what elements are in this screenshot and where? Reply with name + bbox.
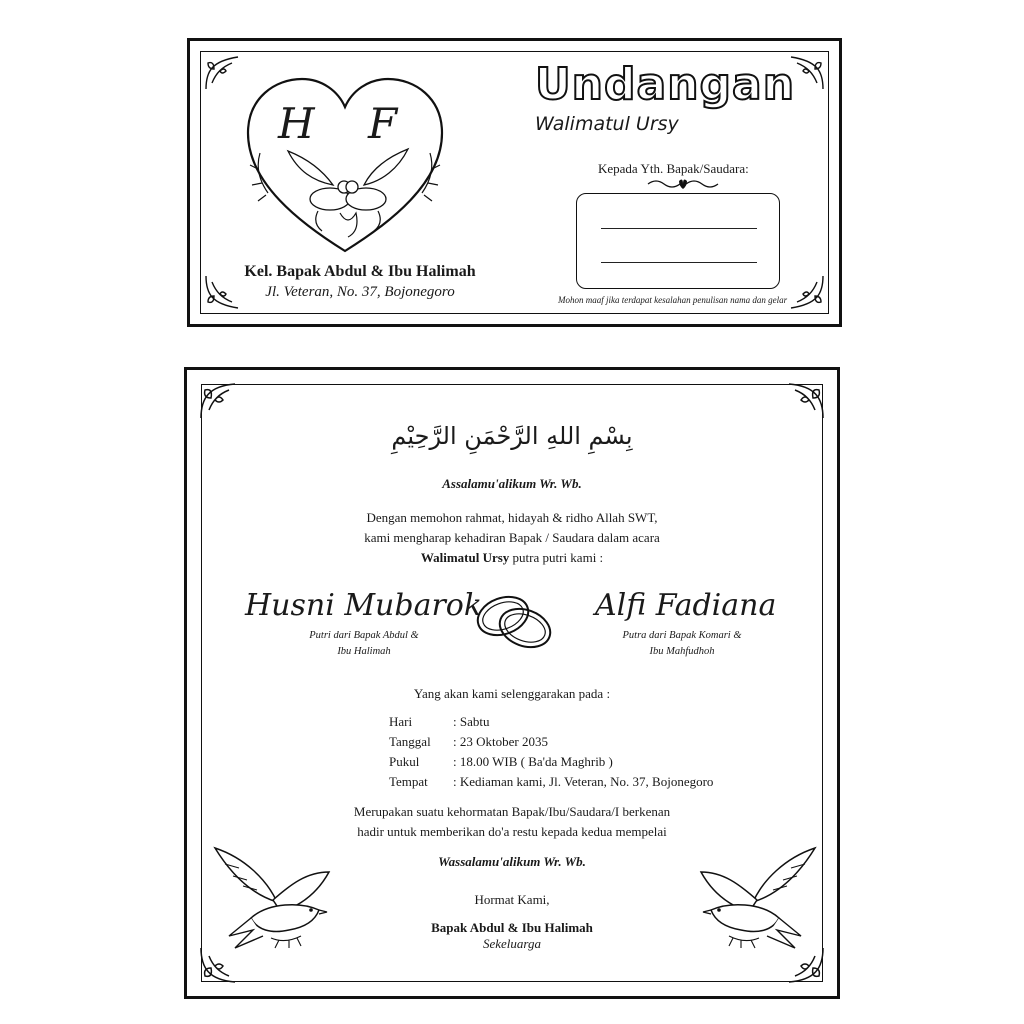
ornament-icon: [646, 177, 720, 191]
closing-line-2: hadir untuk memberikan do'a restu kepada kedua mempelai: [357, 824, 667, 839]
bride-parents-line-2: Ibu Mahfudhoh: [649, 646, 715, 657]
invitation-card: [184, 367, 840, 999]
detail-label: Pukul: [389, 754, 420, 769]
intro-line-2: kami mengharap kehadiran Bapak / Saudara dalam acara: [364, 530, 660, 545]
bride-parents-line-1: Putra dari Bapak Komari &: [622, 630, 742, 641]
corner-flourish-icon: [195, 378, 239, 422]
bismillah: بِسْمِ اللهِ الرَّحْمَنِ الرَّحِيْمِ: [391, 422, 633, 450]
dove-pair-icon: [278, 141, 418, 241]
groom-name: Husni Mubarok: [245, 588, 483, 623]
envelope-note: Mohon maaf jika terdapat kesalahan penulisan nama dan gelar: [558, 295, 788, 305]
recipient-address-box[interactable]: [576, 193, 780, 289]
corner-flourish-icon: [785, 378, 829, 422]
detail-label: Tempat: [389, 774, 428, 789]
greeting: Assalamu'alikum Wr. Wb.: [442, 476, 582, 491]
detail-date: [389, 734, 548, 750]
detail-value: : Sabtu: [453, 714, 490, 729]
envelope-title: Undangan: [534, 59, 796, 110]
detail-place: [389, 774, 713, 790]
envelope-address: Jl. Veteran, No. 37, Bojonegoro: [265, 284, 455, 300]
detail-label: Hari: [389, 714, 413, 729]
event-intro: Yang akan kami selenggarakan pada :: [413, 686, 611, 701]
groom-parents-line-1: Putri dari Bapak Abdul &: [309, 630, 419, 641]
signature: Bapak Abdul & Ibu Halimah: [431, 920, 593, 935]
farewell: Wassalamu'alikum Wr. Wb.: [438, 854, 586, 869]
address-line: [601, 262, 757, 263]
dove-icon: [689, 844, 819, 964]
envelope-family: Kel. Bapak Abdul & Ibu Halimah: [244, 263, 476, 280]
envelope-subtitle: Walimatul Ursy: [535, 113, 679, 135]
address-line: [601, 228, 757, 229]
wedding-rings-icon: [473, 588, 555, 654]
event-name: Walimatul Ursy: [420, 550, 510, 565]
regards: Hormat Kami,: [474, 892, 550, 907]
detail-value: : Kediaman kami, Jl. Veteran, No. 37, Bojonegoro: [453, 774, 714, 789]
detail-value: : 18.00 WIB ( Ba'da Maghrib ): [453, 754, 613, 769]
intro-line-3: [187, 550, 837, 566]
dove-icon: [211, 844, 341, 964]
signature-sub: Sekeluarga: [483, 936, 541, 951]
groom-parents-line-2: Ibu Halimah: [337, 646, 391, 657]
bride-name: Alfi Fadiana: [595, 588, 777, 623]
monogram-right: F: [368, 99, 398, 148]
monogram-left: H: [278, 99, 315, 148]
bride-parents: [607, 628, 757, 660]
corner-flourish-icon: [202, 53, 242, 93]
corner-flourish-icon: [787, 272, 827, 312]
recipient-label: Kepada Yth. Bapak/Saudara:: [598, 161, 749, 176]
intro-line-3-rest: putra putri kami :: [509, 550, 604, 565]
detail-day: [389, 714, 489, 730]
detail-label: Tanggal: [389, 734, 431, 749]
envelope-card: [187, 38, 842, 327]
detail-value: : 23 Oktober 2035: [453, 734, 548, 749]
intro-line-1: Dengan memohon rahmat, hidayah & ridho Allah SWT,: [366, 510, 658, 525]
groom-parents: [289, 628, 439, 660]
closing-line-1: Merupakan suatu kehormatan Bapak/Ibu/Saudara/I berkenan: [353, 804, 671, 819]
detail-time: [389, 754, 613, 770]
